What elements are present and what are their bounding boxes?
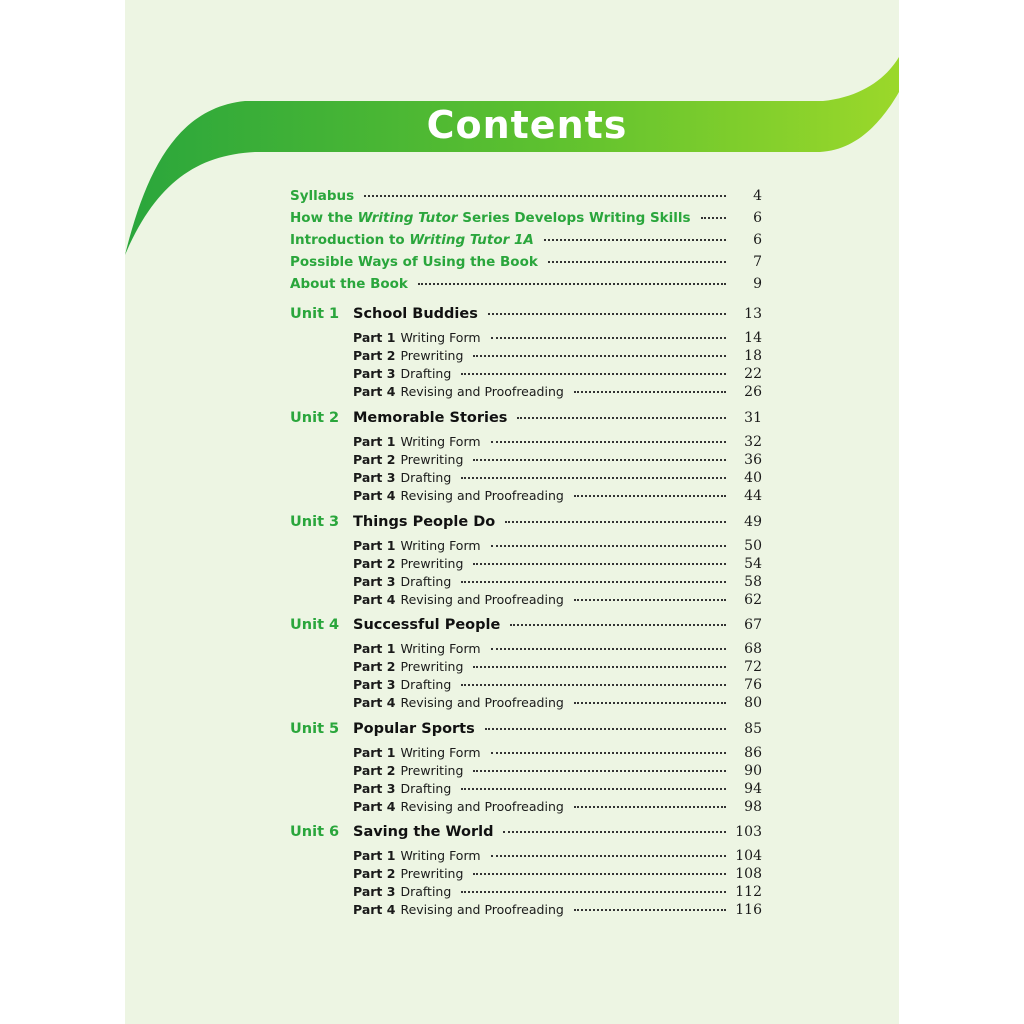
unit-title: School Buddies [353,306,478,322]
part-number: Part 2 [353,556,396,571]
unit-entry[interactable] [290,824,762,840]
page-number: 54 [744,556,762,572]
page-title: Contents [426,103,628,147]
dot-leader [473,873,726,875]
part-entry[interactable] [353,470,762,486]
part-number: Part 3 [353,366,396,381]
dot-leader [491,648,726,650]
part-name: Writing Form [400,434,481,449]
part-name: Revising and Proofreading [400,799,564,814]
dot-leader [574,702,726,704]
dot-leader [505,521,726,523]
part-entry[interactable] [353,781,762,797]
unit-entry[interactable] [290,306,762,322]
part-entry[interactable] [353,659,762,675]
part-name: Prewriting [400,556,464,571]
part-name: Revising and Proofreading [400,592,564,607]
part-entry[interactable] [353,384,762,400]
part-name: Revising and Proofreading [400,488,564,503]
dot-leader [503,831,726,833]
dot-leader [488,313,726,315]
part-number: Part 3 [353,781,396,796]
dot-leader [574,391,726,393]
part-number: Part 1 [353,330,396,345]
dot-leader [461,581,726,583]
part-number: Part 3 [353,574,396,589]
part-name: Drafting [400,884,452,899]
unit-label: Unit 2 [290,410,340,426]
page-number: 86 [744,745,762,761]
page-number: 116 [735,902,762,918]
part-entry[interactable] [353,763,762,779]
part-name: Prewriting [400,659,464,674]
dot-leader [544,239,726,241]
dot-leader [461,684,726,686]
page-number: 67 [744,617,762,633]
unit-entry[interactable] [290,514,762,530]
part-entry[interactable] [353,330,762,346]
part-entry[interactable] [353,866,762,882]
unit-label: Unit 5 [290,721,340,737]
page-number: 49 [744,514,762,530]
unit-label: Unit 4 [290,617,340,633]
page-number: 90 [744,763,762,779]
unit-entry[interactable] [290,721,762,737]
page-number: 22 [744,366,762,382]
part-entry[interactable] [353,452,762,468]
dot-leader [491,752,726,754]
part-number: Part 1 [353,641,396,656]
page-number: 58 [744,574,762,590]
page-number: 7 [753,254,762,270]
part-name: Writing Form [400,330,481,345]
part-entry[interactable] [353,848,762,864]
part-name: Prewriting [400,763,464,778]
part-name: Revising and Proofreading [400,384,564,399]
dot-leader [461,373,726,375]
page-number: 13 [744,306,762,322]
page-number: 6 [753,232,762,248]
part-entry[interactable] [353,902,762,918]
page-number: 94 [744,781,762,797]
page-number: 14 [744,330,762,346]
part-entry[interactable] [353,348,762,364]
part-name: Prewriting [400,348,464,363]
page-number: 80 [744,695,762,711]
page-number: 68 [744,641,762,657]
page-number: 32 [744,434,762,450]
unit-title: Successful People [353,617,501,633]
dot-leader [574,909,726,911]
unit-label: Unit 3 [290,514,340,530]
part-entry[interactable] [353,677,762,693]
page-number: 62 [744,592,762,608]
page-number: 9 [753,276,762,292]
page-number: 85 [744,721,762,737]
page-number: 4 [753,188,762,204]
part-entry[interactable] [353,488,762,504]
part-name: Writing Form [400,641,481,656]
dot-leader [510,624,726,626]
dot-leader [461,477,726,479]
part-number: Part 4 [353,902,396,917]
part-name: Revising and Proofreading [400,695,564,710]
part-number: Part 4 [353,799,396,814]
part-number: Part 2 [353,763,396,778]
unit-title: Things People Do [353,514,496,530]
part-name: Writing Form [400,538,481,553]
part-name: Drafting [400,574,452,589]
page-number: 44 [744,488,762,504]
part-number: Part 1 [353,848,396,863]
dot-leader [491,337,726,339]
part-number: Part 3 [353,470,396,485]
dot-leader [473,459,726,461]
dot-leader [473,563,726,565]
unit-entry[interactable] [290,410,762,426]
page-number: 76 [744,677,762,693]
dot-leader [461,891,726,893]
dot-leader [418,283,726,285]
page-number: 112 [735,884,762,900]
part-name: Writing Form [400,848,481,863]
page-number: 72 [744,659,762,675]
dot-leader [517,417,726,419]
part-name: Drafting [400,781,452,796]
part-entry[interactable] [353,434,762,450]
entry-title: Introduction to Writing Tutor 1A [290,232,534,248]
part-entry[interactable] [353,745,762,761]
dot-leader [473,355,726,357]
part-number: Part 3 [353,677,396,692]
part-number: Part 4 [353,488,396,503]
unit-title: Saving the World [353,824,494,840]
part-number: Part 4 [353,695,396,710]
part-name: Prewriting [400,866,464,881]
page-number: 6 [753,210,762,226]
front-matter-entry[interactable] [290,254,762,270]
entry-title: Possible Ways of Using the Book [290,254,538,270]
part-name: Drafting [400,366,452,381]
part-number: Part 4 [353,384,396,399]
page-number: 40 [744,470,762,486]
dot-leader [701,217,726,219]
page-number: 98 [744,799,762,815]
part-entry[interactable] [353,641,762,657]
dot-leader [473,666,726,668]
part-entry[interactable] [353,366,762,382]
part-entry[interactable] [353,556,762,572]
dot-leader [574,495,726,497]
entry-title-italic: Writing Tutor 1A [409,232,534,248]
dot-leader [491,855,726,857]
part-entry[interactable] [353,799,762,815]
entry-title-italic: Writing Tutor [357,210,458,226]
entry-title: How the Writing Tutor Series Develops Writing Skills [290,210,691,226]
page-number: 26 [744,384,762,400]
part-number: Part 2 [353,452,396,467]
dot-leader [491,545,726,547]
part-entry[interactable] [353,695,762,711]
part-number: Part 2 [353,348,396,363]
page-number: 104 [735,848,762,864]
unit-label: Unit 6 [290,824,340,840]
part-name: Prewriting [400,452,464,467]
part-entry[interactable] [353,592,762,608]
unit-title: Memorable Stories [353,410,508,426]
part-number: Part 4 [353,592,396,607]
part-name: Revising and Proofreading [400,902,564,917]
part-number: Part 2 [353,659,396,674]
unit-entry[interactable] [290,617,762,633]
dot-leader [364,195,726,197]
page-number: 36 [744,452,762,468]
page-number: 108 [735,866,762,882]
front-matter-entry[interactable] [290,232,762,248]
page-number: 103 [735,824,762,840]
unit-label: Unit 1 [290,306,340,322]
part-name: Drafting [400,470,452,485]
part-entry[interactable] [353,538,762,554]
dot-leader [548,261,726,263]
page-number: 31 [744,410,762,426]
part-number: Part 1 [353,745,396,760]
part-name: Drafting [400,677,452,692]
page-number: 18 [744,348,762,364]
dot-leader [473,770,726,772]
part-entry[interactable] [353,574,762,590]
dot-leader [461,788,726,790]
part-number: Part 1 [353,434,396,449]
part-number: Part 1 [353,538,396,553]
dot-leader [574,599,726,601]
page-number: 50 [744,538,762,554]
unit-title: Popular Sports [353,721,475,737]
dot-leader [491,441,726,443]
front-matter-entry[interactable] [290,276,762,292]
dot-leader [485,728,726,730]
front-matter-entry[interactable] [290,210,762,226]
part-number: Part 3 [353,884,396,899]
dot-leader [574,806,726,808]
entry-title: Syllabus [290,188,355,204]
part-name: Writing Form [400,745,481,760]
front-matter-entry[interactable] [290,188,762,204]
part-entry[interactable] [353,884,762,900]
part-number: Part 2 [353,866,396,881]
entry-title: About the Book [290,276,408,292]
